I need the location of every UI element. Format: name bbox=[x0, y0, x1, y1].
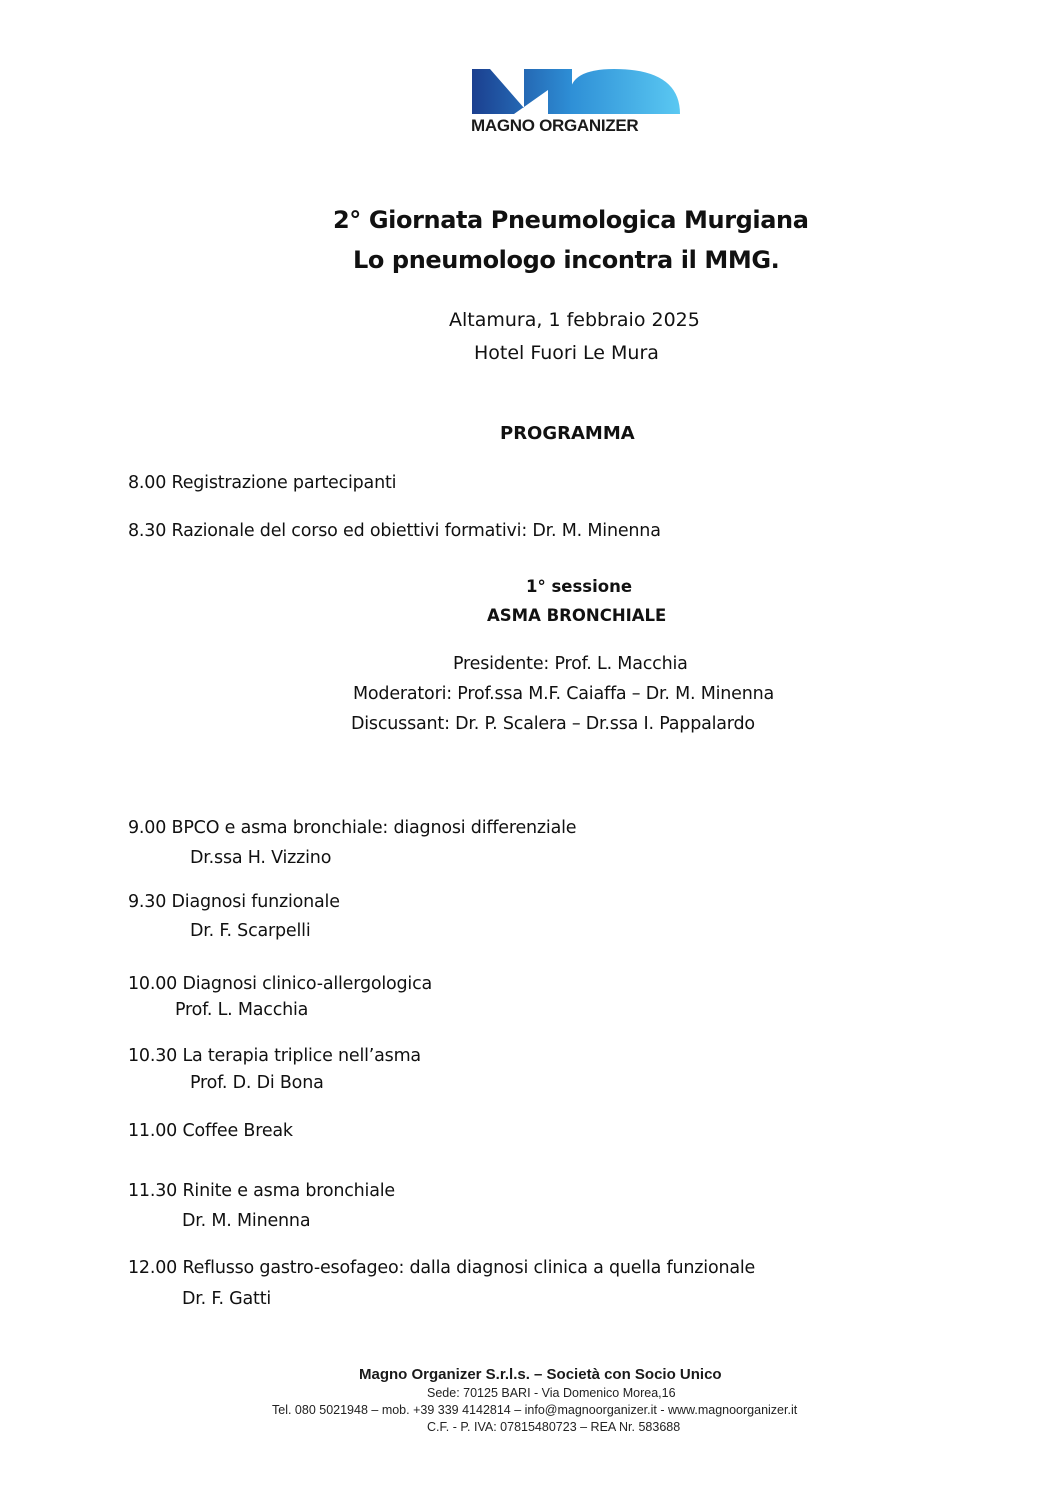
program-speaker: Dr. F. Gatti bbox=[182, 1289, 272, 1309]
program-speaker: Dr. F. Scarpelli bbox=[190, 921, 311, 941]
program-item: 9.30 Diagnosi funzionale bbox=[128, 892, 340, 912]
program-item: 9.00 BPCO e asma bronchiale: diagnosi differenziale bbox=[128, 818, 577, 838]
program-item-registrazione: 8.00 Registrazione partecipanti bbox=[128, 473, 397, 493]
session-discussant: Discussant: Dr. P. Scalera – Dr.ssa I. Pappalardo bbox=[351, 714, 755, 734]
footer-fiscal: C.F. - P. IVA: 07815480723 – REA Nr. 583688 bbox=[427, 1420, 681, 1434]
footer-company: Magno Organizer S.r.l.s. – Società con Socio Unico bbox=[359, 1366, 722, 1383]
session-number: 1° sessione bbox=[526, 577, 633, 596]
logo-wordmark: MAGNO ORGANIZER bbox=[471, 116, 639, 135]
program-item: 10.30 La terapia triplice nell’asma bbox=[128, 1046, 421, 1066]
program-item: 10.00 Diagnosi clinico-allergologica bbox=[128, 974, 433, 994]
program-item: 12.00 Reflusso gastro-esofageo: dalla diagnosi clinica a quella funzionale bbox=[128, 1258, 756, 1278]
program-speaker: Dr. M. Minenna bbox=[182, 1211, 311, 1231]
event-venue: Hotel Fuori Le Mura bbox=[474, 342, 659, 364]
footer-address: Sede: 70125 BARI - Via Domenico Morea,16 bbox=[427, 1386, 676, 1400]
program-item-coffee-break: 11.00 Coffee Break bbox=[128, 1121, 293, 1141]
session-presidente: Presidente: Prof. L. Macchia bbox=[453, 654, 688, 674]
logo-mark-icon bbox=[462, 64, 688, 120]
footer-contacts: Tel. 080 5021948 – mob. +39 339 4142814 – info@magnoorganizer.it - www.magnoorganizer.it bbox=[272, 1403, 798, 1417]
program-speaker: Dr.ssa H. Vizzino bbox=[190, 848, 332, 868]
program-speaker: Prof. L. Macchia bbox=[175, 1000, 309, 1020]
session-topic: ASMA BRONCHIALE bbox=[487, 606, 667, 625]
event-subtitle: Lo pneumologo incontra il MMG. bbox=[353, 246, 780, 274]
program-speaker: Prof. D. Di Bona bbox=[190, 1073, 324, 1093]
program-item-razionale: 8.30 Razionale del corso ed obiettivi formativi: Dr. M. Minenna bbox=[128, 521, 661, 541]
program-item: 11.30 Rinite e asma bronchiale bbox=[128, 1181, 395, 1201]
event-place-date: Altamura, 1 febbraio 2025 bbox=[449, 309, 700, 331]
event-title: 2° Giornata Pneumologica Murgiana bbox=[333, 206, 809, 234]
programma-heading: PROGRAMMA bbox=[500, 423, 635, 444]
session-moderatori: Moderatori: Prof.ssa M.F. Caiaffa – Dr. M. Minenna bbox=[353, 684, 775, 704]
